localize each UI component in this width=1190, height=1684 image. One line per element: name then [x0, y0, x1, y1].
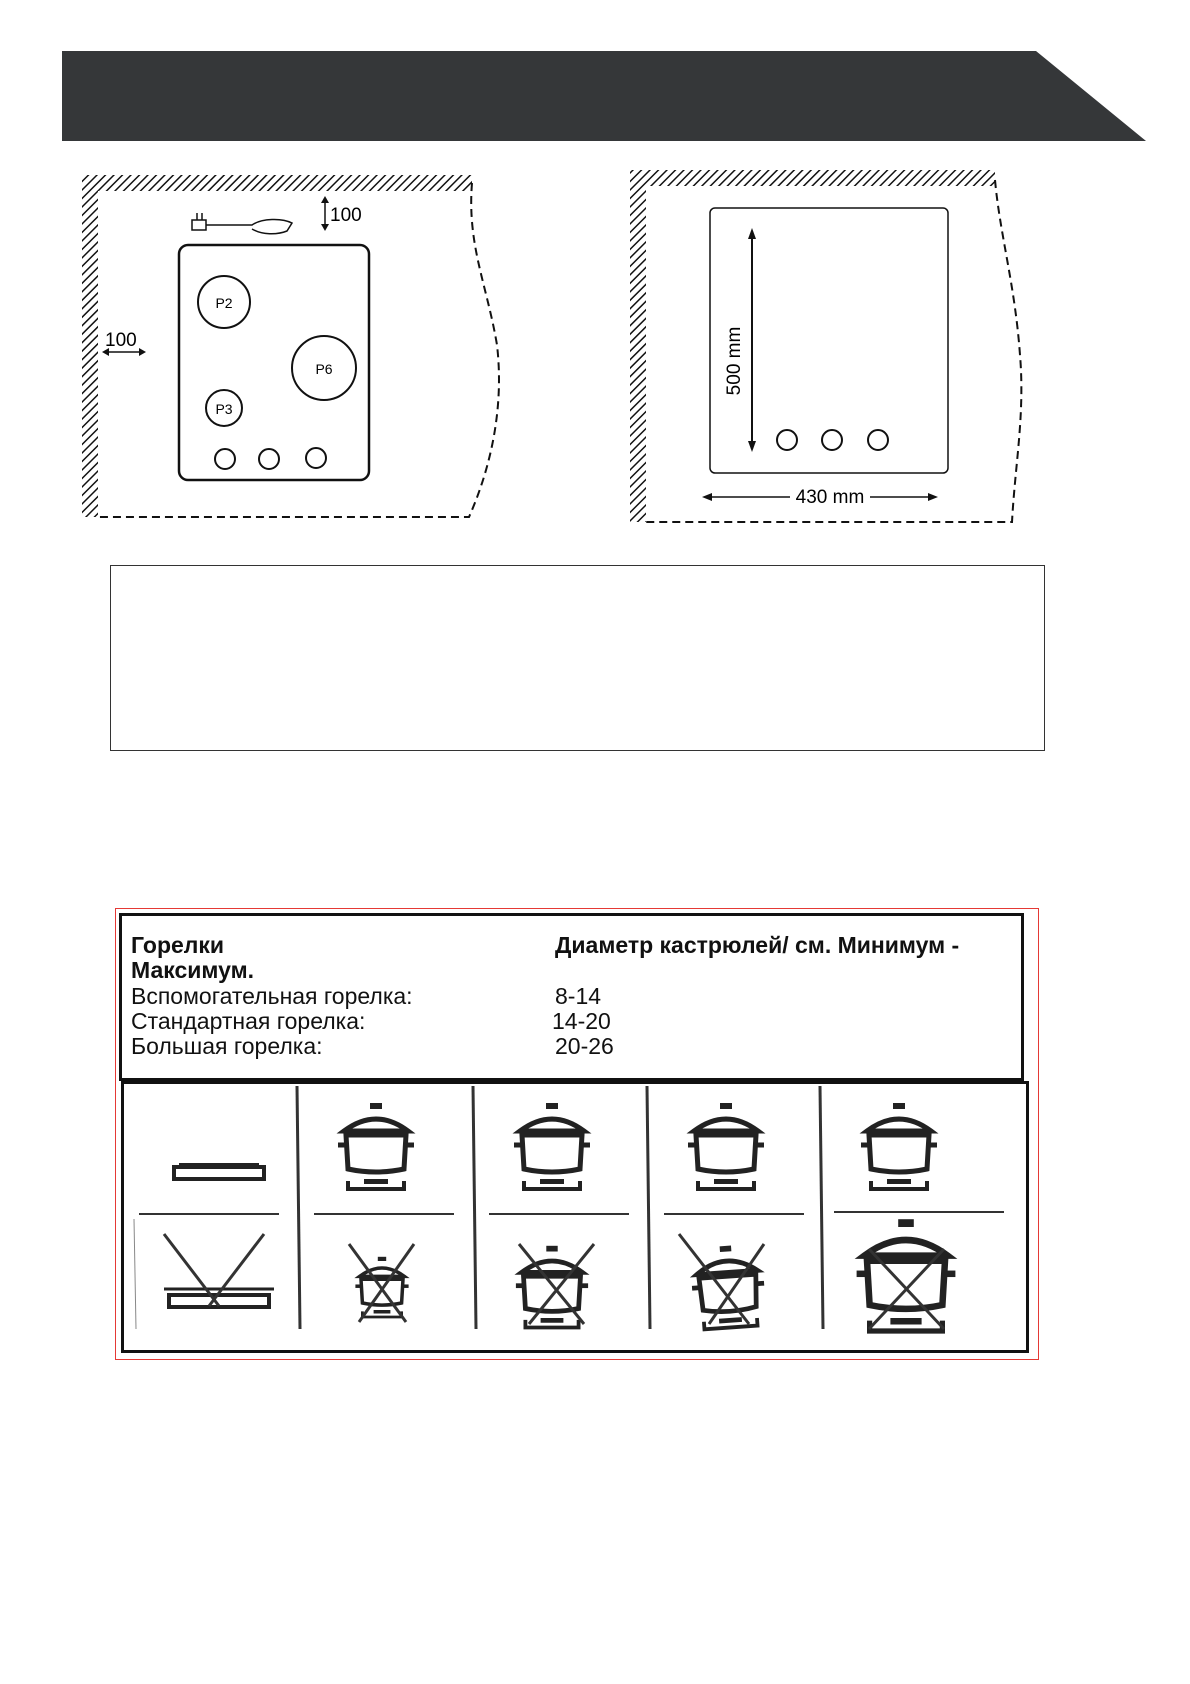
pot-on-burner-icon: [338, 1103, 414, 1189]
crossed-tilted-pot-icon: [679, 1234, 767, 1330]
table-row-name: Вспомогательная горелка:: [131, 983, 413, 1009]
crossed-small-pot-icon: [349, 1244, 414, 1322]
wall-top-hatch: [82, 175, 472, 191]
pot-on-burner-icon: [514, 1103, 590, 1189]
clearance-diagram: [72, 165, 512, 535]
side-clearance-label: 100: [105, 330, 137, 351]
table-header-diameter: Диаметр кастрюлей/ см. Минимум -: [555, 932, 960, 958]
crossed-flat-pan-icon: [164, 1234, 274, 1307]
table-row-name: Стандартная горелка:: [131, 1008, 366, 1034]
pot-usage-illustration: [124, 1084, 1026, 1350]
header-banner: [0, 0, 1190, 160]
burner-p3-label: P3: [215, 401, 233, 417]
burner-size-table: [119, 913, 1024, 1081]
crossed-large-pot-icon: [857, 1219, 956, 1331]
burner-pot-section: [115, 908, 1039, 1360]
table-header-burners: Горелки: [131, 932, 225, 958]
table-row-range: 8-14: [555, 983, 602, 1009]
hob-outline: [179, 245, 369, 480]
height-dimension-label: 500 mm: [724, 326, 745, 396]
pot-on-burner-icon: [688, 1103, 764, 1189]
burner-p2-label: P2: [215, 295, 233, 311]
wall-left-hatch: [630, 170, 646, 522]
table-row-range: 14-20: [552, 1008, 611, 1034]
burner-p6-label: P6: [315, 361, 333, 377]
cutout-diagram: [620, 165, 1060, 535]
pot-usage-panel: [121, 1081, 1029, 1353]
table-header-wrap: Максимум.: [131, 957, 254, 983]
pot-on-burner-icon: [861, 1103, 937, 1189]
table-row-range: 20-26: [555, 1033, 614, 1059]
wall-left-hatch: [82, 175, 98, 517]
table-row-name: Большая горелка:: [131, 1033, 323, 1059]
crossed-pot-icon: [516, 1244, 594, 1328]
top-clearance-label: 100: [330, 205, 362, 226]
empty-frame: [110, 565, 1045, 751]
width-dimension-label: 430 mm: [795, 487, 865, 508]
cutout-outline: [710, 208, 948, 473]
wall-top-hatch: [630, 170, 995, 186]
flat-pan-icon: [174, 1164, 264, 1179]
plug-cable-icon: [192, 213, 292, 234]
